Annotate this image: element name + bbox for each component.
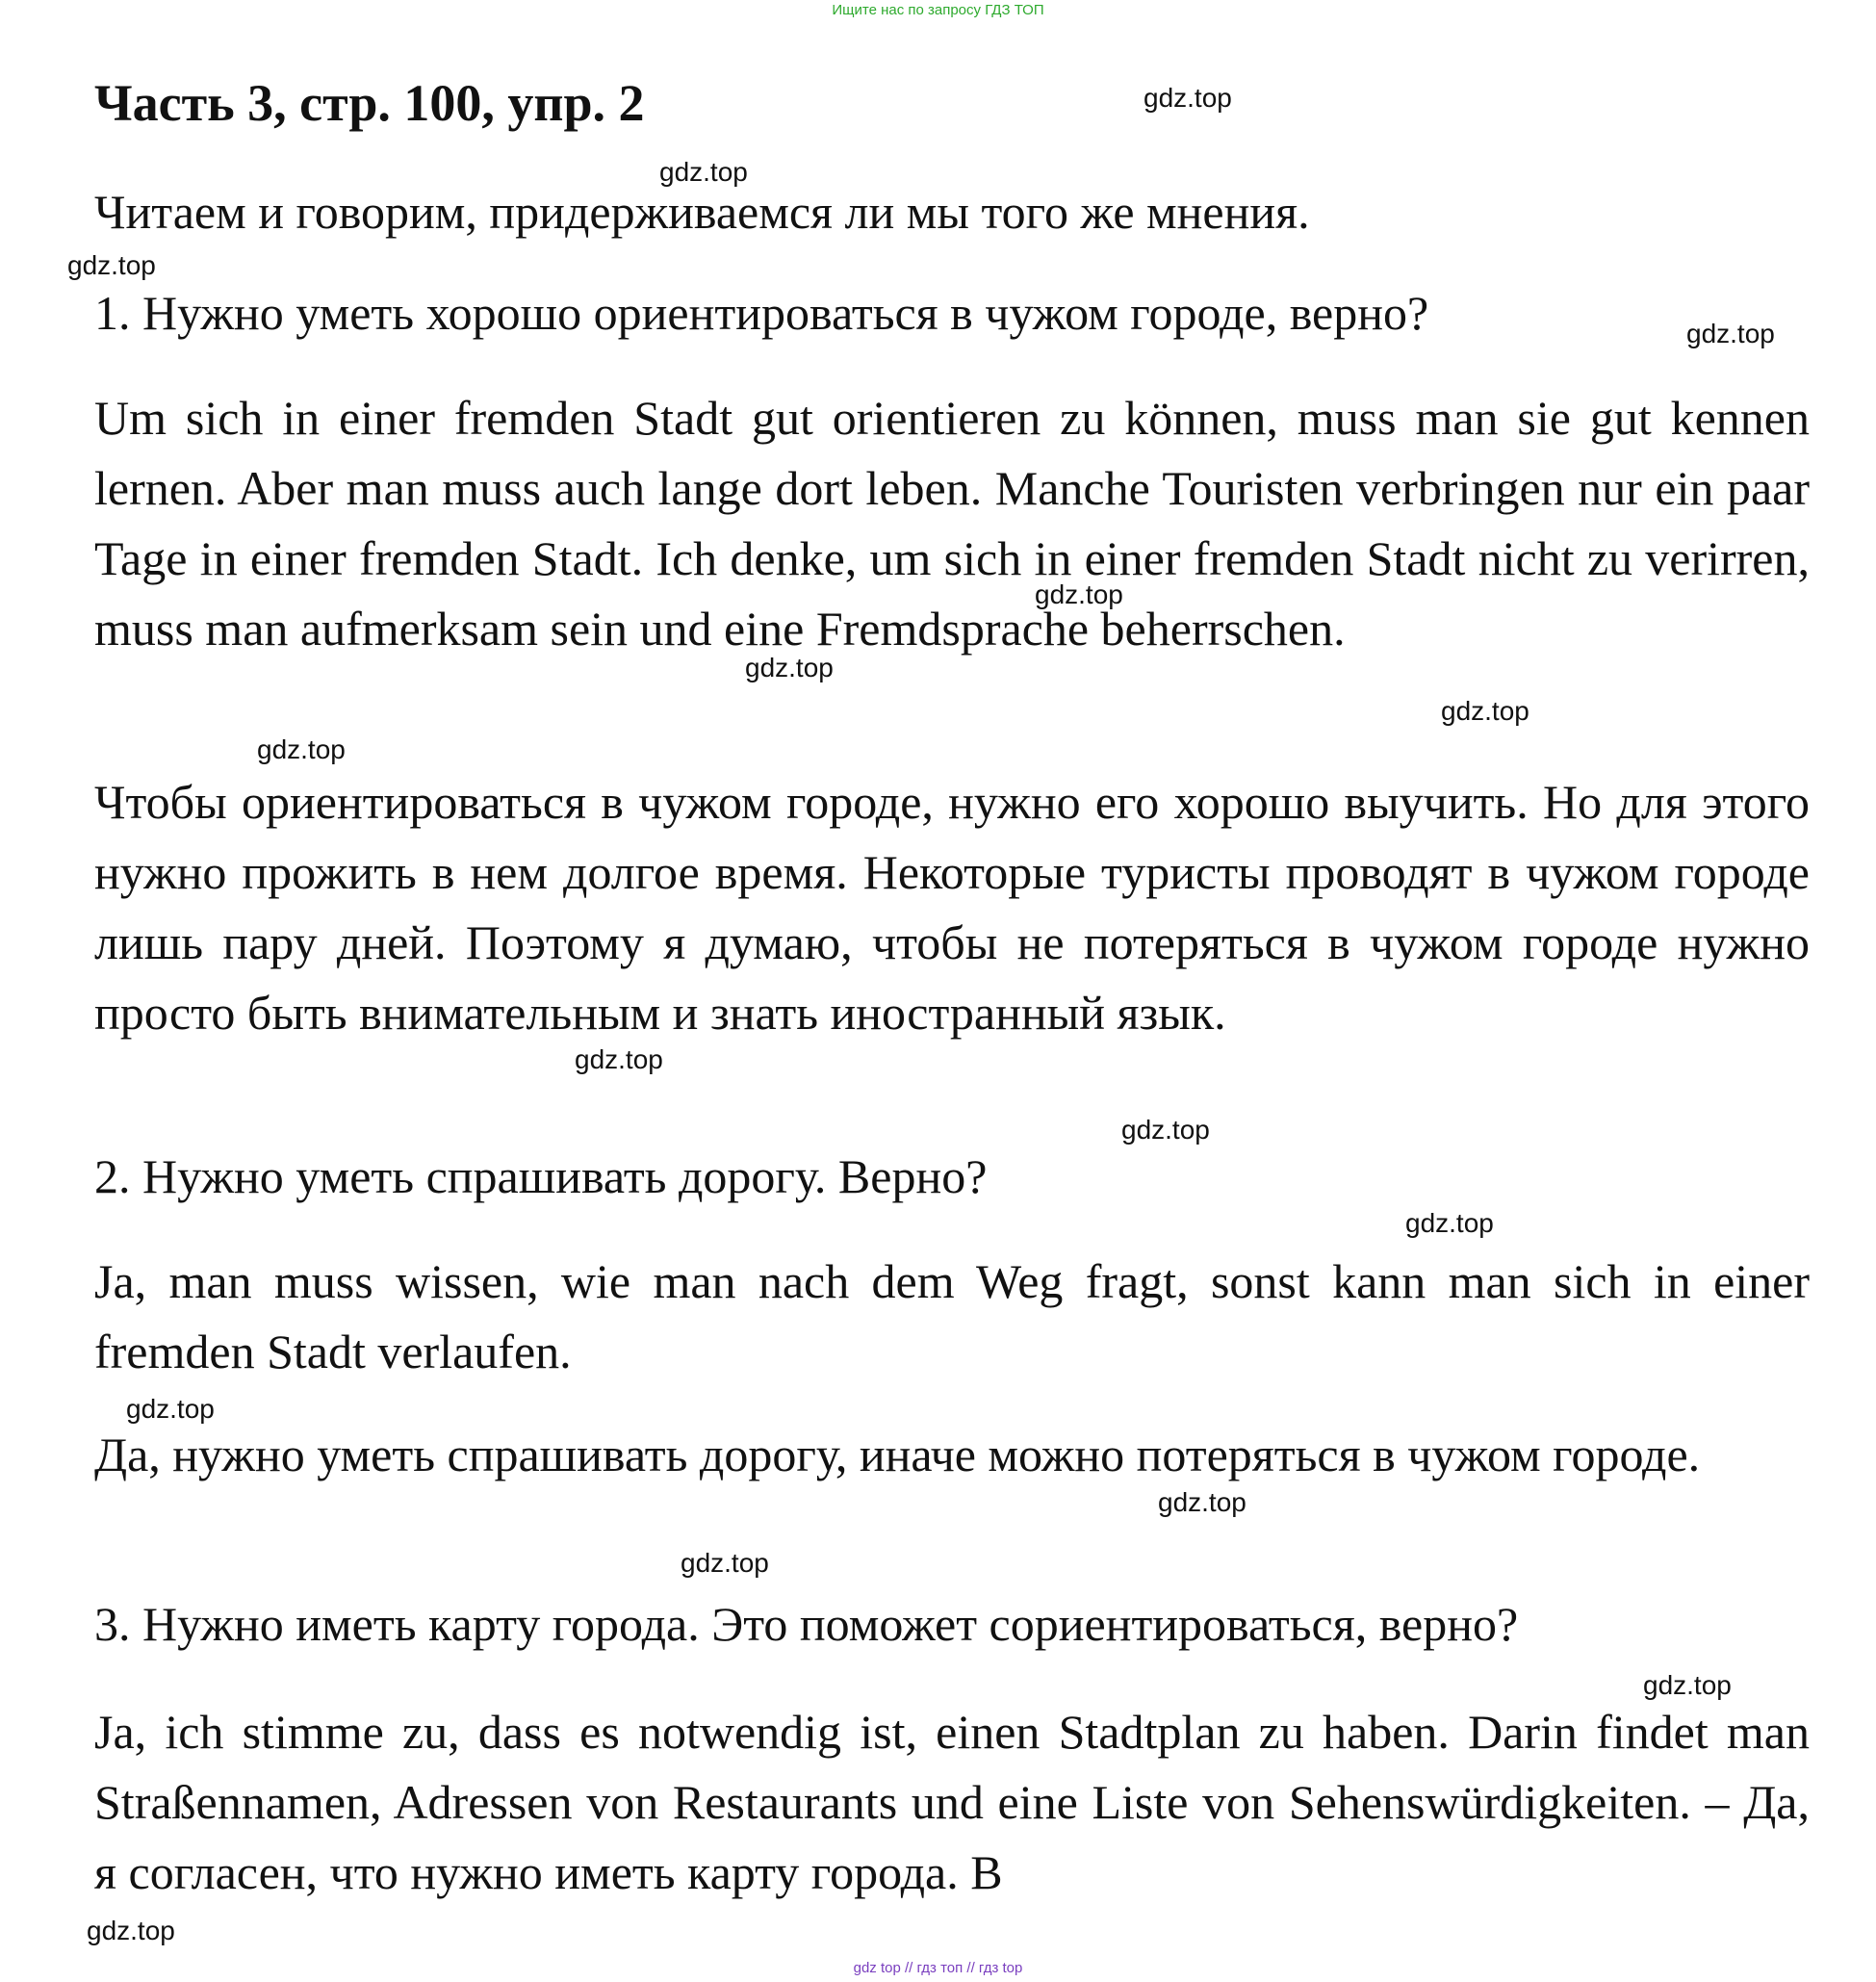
watermark: gdz.top (1686, 319, 1775, 348)
watermark: gdz.top (1405, 1208, 1494, 1238)
question-2: 2. Нужно уметь спрашивать дорогу. Верно? (94, 1149, 988, 1203)
answer-2-russian: Да, нужно уметь спрашивать дорогу, иначе можно потеряться в чужом городе. (94, 1428, 1701, 1481)
answer-3-german: Ja, ich stimme zu, dass es notwendig ist, einen Stadtplan zu haben. Darin findet man Straßennamen, Adressen von Restaurants und eine Liste von Sehenswürdigkeiten. – Да, я согласен, что нужно иметь карту города. В (94, 1705, 1810, 1899)
answer-1-german: Um sich in einer fremden Stadt gut orientieren zu können, muss man sie gut kennen lernen. Aber man muss auch lange dort leben. Manche Touristen verbringen nur ein paar Tage in einer fremden Stadt. Ich denke, um sich in einer fremden Stadt nicht zu verirren, muss man aufmerksam sein und eine Fremdsprache beherrschen. (94, 391, 1810, 656)
watermark: gdz.top (1144, 83, 1232, 113)
watermark: gdz.top (257, 734, 346, 764)
bottom-footer-notice: gdz top // гдз топ // гдз top (853, 1960, 1023, 1976)
watermark: gdz.top (1158, 1487, 1246, 1517)
intro-text: Читаем и говорим, придерживаемся ли мы того же мнения. (94, 185, 1310, 239)
watermark: gdz.top (745, 653, 834, 682)
watermark: gdz.top (1121, 1115, 1210, 1145)
watermark: gdz.top (1441, 696, 1529, 726)
watermark: gdz.top (87, 1916, 175, 1945)
answer-2-german: Ja, man muss wissen, wie man nach dem Weg fragt, sonst kann man sich in einer fremden Stadt verlaufen. (94, 1254, 1810, 1378)
watermark: gdz.top (659, 157, 748, 187)
watermark: gdz.top (575, 1044, 663, 1074)
watermark: gdz.top (681, 1548, 769, 1578)
watermark: gdz.top (1035, 579, 1123, 609)
top-search-notice: Ищите нас по запросу ГДЗ ТОП (832, 2, 1044, 18)
watermark: gdz.top (67, 250, 156, 280)
answer-1-russian: Чтобы ориентироваться в чужом городе, нужно его хорошо выучить. Но для этого нужно прожить в нем долгое время. Некоторые туристы проводят в чужом городе лишь пару дней. Поэтому я думаю, чтобы не потеряться в чужом городе нужно просто быть внимательным и знать иностранный язык. (94, 775, 1810, 1040)
watermark: gdz.top (126, 1394, 215, 1424)
question-1: 1. Нужно уметь хорошо ориентироваться в чужом городе, верно? (94, 286, 1429, 340)
question-3: 3. Нужно иметь карту города. Это поможет сориентироваться, верно? (94, 1597, 1519, 1651)
watermark: gdz.top (1643, 1670, 1732, 1700)
page-title: Часть 3, стр. 100, упр. 2 (94, 74, 645, 132)
